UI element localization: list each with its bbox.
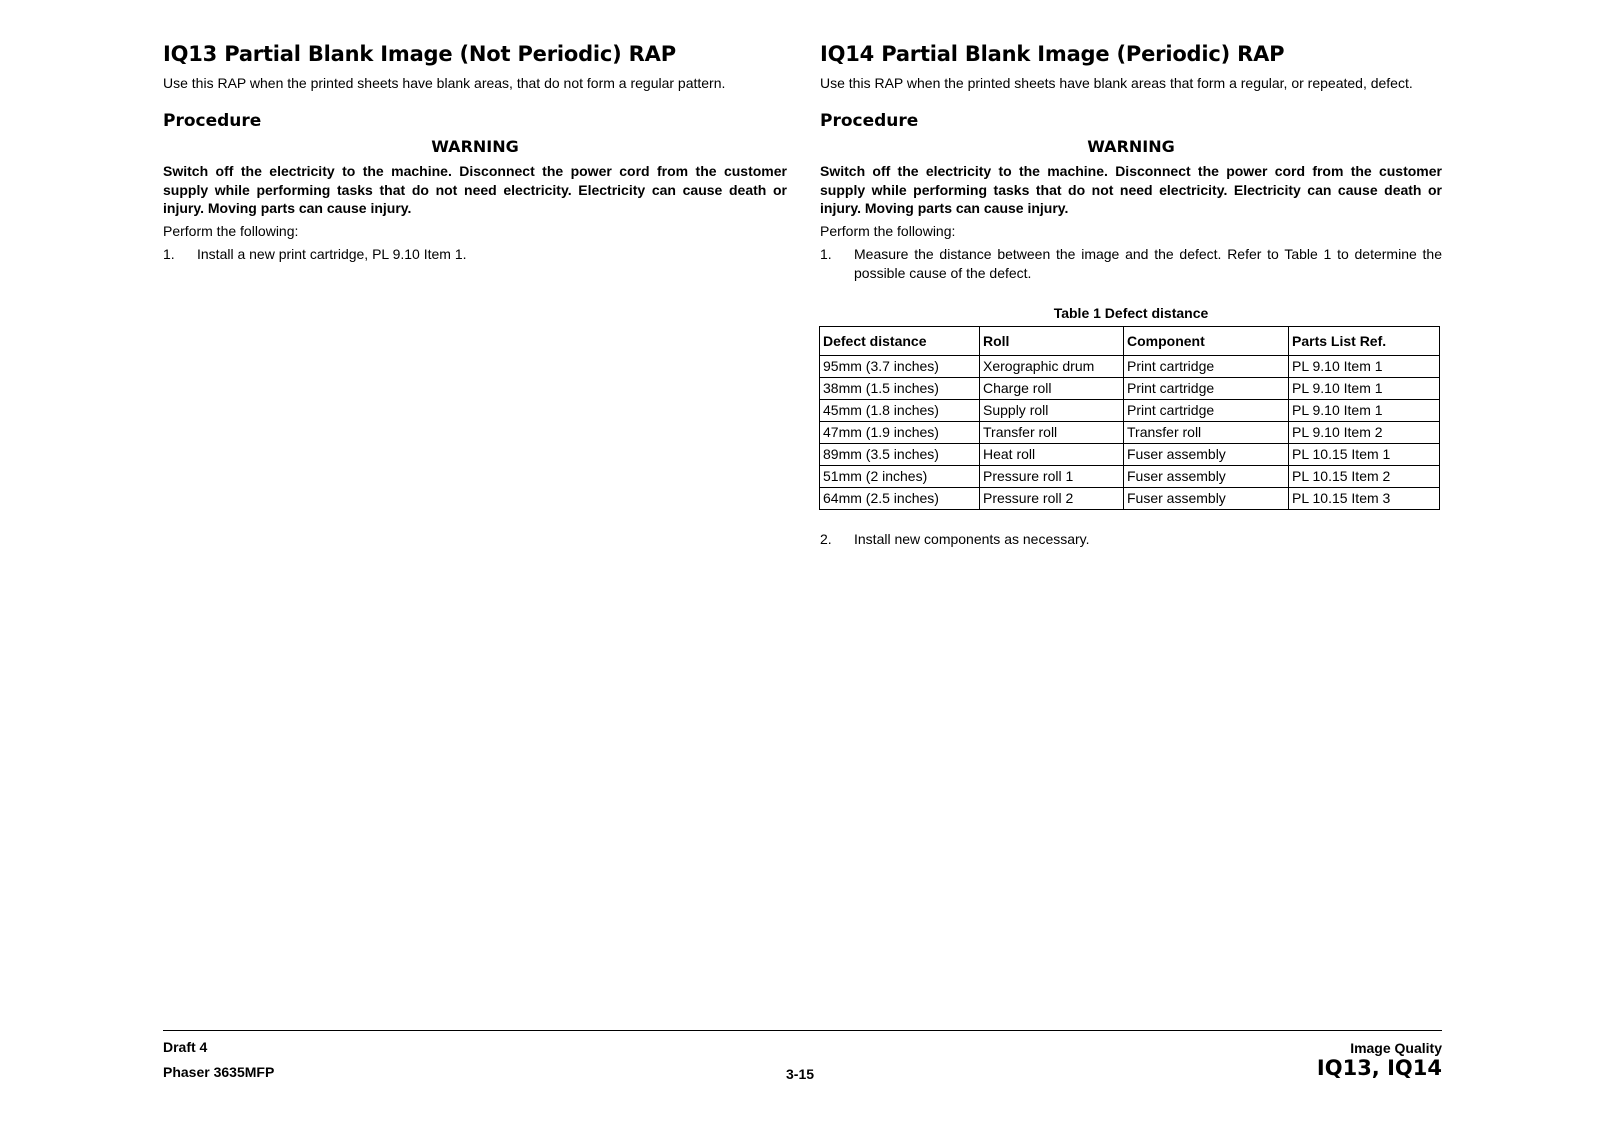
table-cell: PL 10.15 Item 2 (1289, 465, 1440, 487)
table-row (820, 465, 1440, 487)
iq14-title: IQ14 Partial Blank Image (Periodic) RAP (820, 42, 1285, 66)
table-cell: PL 9.10 Item 1 (1289, 355, 1440, 377)
right-column (820, 42, 1442, 549)
table-cell: Heat roll (980, 443, 1124, 465)
iq14-step-1 (820, 245, 1442, 283)
table-row (820, 487, 1440, 509)
table-cell: Pressure roll 2 (980, 487, 1124, 509)
table-cell: 38mm (1.5 inches) (820, 377, 980, 399)
table-header-cell: Roll (980, 326, 1124, 355)
table-header-cell: Parts List Ref. (1289, 326, 1440, 355)
iq13-warning-text: Switch off the electricity to the machine. Disconnect the power cord from the customer supply while performing tasks that do not need electricity. Electricity can cause death or injury. Moving parts can cause injury. (163, 163, 787, 216)
table-cell: Xerographic drum (980, 355, 1124, 377)
iq13-step-1 (163, 245, 787, 264)
iq13-title: IQ13 Partial Blank Image (Not Periodic) RAP (163, 42, 676, 66)
table-header-cell: Component (1124, 326, 1289, 355)
table-cell: Pressure roll 1 (980, 465, 1124, 487)
table-cell: 45mm (1.8 inches) (820, 399, 980, 421)
iq14-procedure-heading: Procedure (820, 111, 919, 131)
table-row (820, 377, 1440, 399)
table-cell: Print cartridge (1124, 399, 1289, 421)
table-cell: Charge roll (980, 377, 1124, 399)
table-caption: Table 1 Defect distance (1053, 304, 1209, 321)
table-cell: PL 10.15 Item 1 (1289, 443, 1440, 465)
table-cell: Supply roll (980, 399, 1124, 421)
iq14-warning-text: Switch off the electricity to the machine. Disconnect the power cord from the customer supply while performing tasks that do not need electricity. Electricity can cause death or injury. Moving parts can cause injury. (820, 163, 1442, 216)
table-cell: 95mm (3.7 inches) (820, 355, 980, 377)
step-number: 2. (820, 530, 832, 547)
iq13-warning-title: WARNING (431, 137, 519, 156)
table-cell: 47mm (1.9 inches) (820, 421, 980, 443)
table-header-row (820, 326, 1440, 355)
table-row (820, 355, 1440, 377)
footer-page-number: 3-15 (786, 1066, 815, 1082)
table-row (820, 443, 1440, 465)
step-text: Install new components as necessary. (854, 530, 1090, 547)
table-cell: PL 9.10 Item 1 (1289, 399, 1440, 421)
iq14-step-2 (820, 530, 1442, 549)
defect-distance-table (819, 326, 1440, 510)
iq14-perform-text: Perform the following: (820, 222, 956, 239)
table-cell: 51mm (2 inches) (820, 465, 980, 487)
footer-divider (163, 1030, 1442, 1031)
footer-procedure-ids: IQ13, IQ14 (1316, 1056, 1442, 1080)
table-cell: PL 9.10 Item 2 (1289, 421, 1440, 443)
iq13-perform-text: Perform the following: (163, 222, 299, 239)
iq14-intro: Use this RAP when the printed sheets have blank areas that form a regular, or repeated, defect. (820, 75, 1413, 91)
table-row (820, 421, 1440, 443)
iq13-procedure-heading: Procedure (163, 111, 262, 131)
footer-model: Phaser 3635MFP (163, 1064, 275, 1080)
table-cell: PL 10.15 Item 3 (1289, 487, 1440, 509)
step-number: 1. (163, 245, 175, 262)
table-cell: Transfer roll (980, 421, 1124, 443)
left-column (163, 42, 787, 264)
table-cell: Print cartridge (1124, 377, 1289, 399)
step-text: Measure the distance between the image and the defect. Refer to Table 1 to determine the possible cause of the defect. (854, 245, 1442, 281)
table-cell: Fuser assembly (1124, 487, 1289, 509)
table-cell: Print cartridge (1124, 355, 1289, 377)
iq13-intro: Use this RAP when the printed sheets have blank areas, that do not form a regular pattern. (163, 75, 726, 91)
table-cell: PL 9.10 Item 1 (1289, 377, 1440, 399)
table-row (820, 399, 1440, 421)
iq14-warning-title: WARNING (1087, 137, 1175, 156)
footer-draft: Draft 4 (163, 1039, 208, 1055)
step-number: 1. (820, 245, 832, 262)
footer-section: Image Quality (1350, 1040, 1442, 1056)
table-cell: Fuser assembly (1124, 443, 1289, 465)
step-text: Install a new print cartridge, PL 9.10 Item 1. (197, 245, 467, 262)
table-cell: Fuser assembly (1124, 465, 1289, 487)
table-cell: 89mm (3.5 inches) (820, 443, 980, 465)
table-body (820, 355, 1440, 509)
table-cell: 64mm (2.5 inches) (820, 487, 980, 509)
table-header-cell: Defect distance (820, 326, 980, 355)
table-cell: Transfer roll (1124, 421, 1289, 443)
